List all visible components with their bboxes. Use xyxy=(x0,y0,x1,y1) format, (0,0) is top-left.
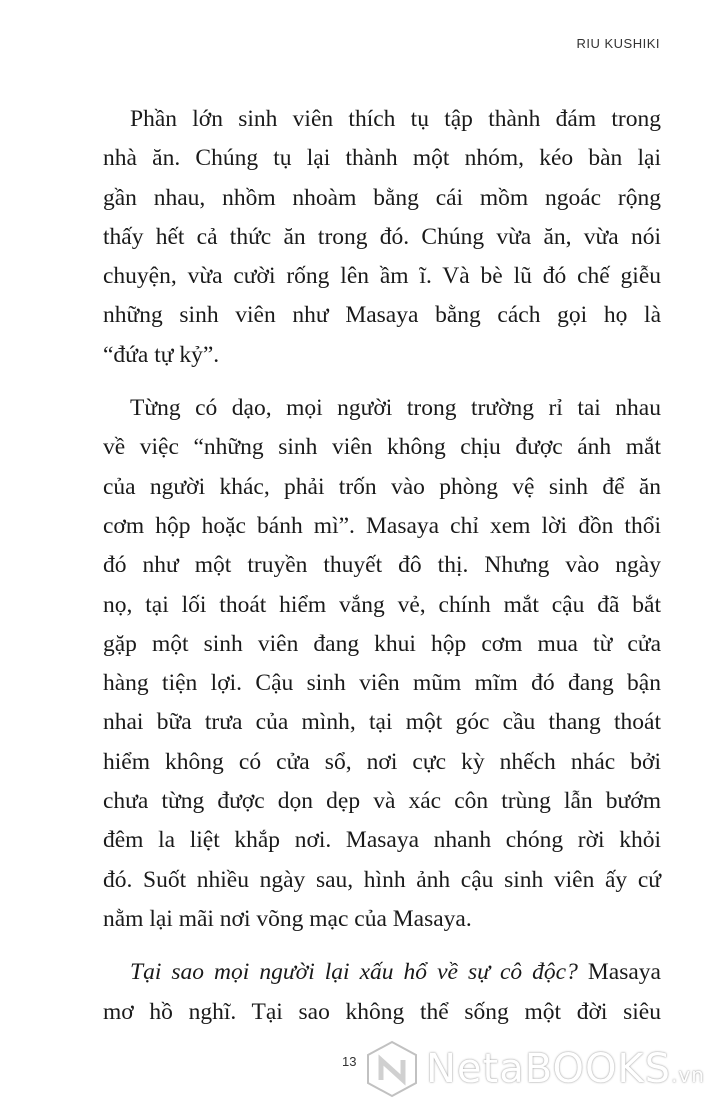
text-line: mơ hồ nghĩ. Tại sao không thể sống một đời siêu xyxy=(103,998,661,1025)
text-line: nằm lại mãi nơi võng mạc của Masaya. xyxy=(103,905,472,932)
text-line: nhai bữa trưa của mình, tại một góc cầu thang thoát xyxy=(103,709,661,736)
text-line: chưa từng được dọn dẹp và xác côn trùng lẫn bướm xyxy=(103,788,661,815)
paragraph-3 xyxy=(103,953,661,1032)
text-line: chuyện, vừa cười rống lên ầm ĩ. Và bè lũ đó chế giễu xyxy=(103,263,661,290)
text-line: về việc “những sinh viên không chịu được ánh mắt xyxy=(103,434,661,461)
text-line xyxy=(103,953,661,992)
text-line: thấy hết cả thức ăn trong đó. Chúng vừa ăn, vừa nói xyxy=(103,223,661,250)
text-line: cơm hộp hoặc bánh mì”. Masaya chỉ xem lời đồn thổi xyxy=(103,512,661,539)
netabooks-hexagon-icon xyxy=(366,1040,418,1098)
text-line: Phần lớn sinh viên thích tụ tập thành đám trong xyxy=(130,106,661,132)
text-line: Từng có dạo, mọi người trong trường rỉ tai nhau xyxy=(130,395,661,422)
text-line: hàng tiện lợi. Cậu sinh viên mũm mĩm đó đang bận xyxy=(103,670,661,697)
text-line: đó. Suốt nhiều ngày sau, hình ảnh cậu sinh viên ấy cứ xyxy=(103,866,661,893)
paragraph-1 xyxy=(103,100,661,375)
text-line: hiểm không có cửa sổ, nơi cực kỳ nhếch nhác bởi xyxy=(103,748,661,775)
paragraph-2 xyxy=(103,389,661,939)
italic-thought: Tại sao mọi người lại xấu hổ về sự cô độc? xyxy=(130,959,578,986)
watermark-suffix: .vn xyxy=(671,1063,705,1087)
body-text xyxy=(103,100,661,1046)
text-line: gặp một sinh viên đang khui hộp cơm mua từ cửa xyxy=(103,630,661,657)
text-span: Masaya xyxy=(577,959,661,986)
text-line: của người khác, phải trốn vào phòng vệ sinh để ăn xyxy=(103,473,661,500)
text-line: nọ, tại lối thoát hiểm vắng vẻ, chính mắt cậu đã bắt xyxy=(103,591,661,618)
text-line: đó như một truyền thuyết đô thị. Nhưng vào ngày xyxy=(103,552,661,579)
watermark-text xyxy=(426,1046,705,1092)
text-line: những sinh viên như Masaya bằng cách gọi họ là xyxy=(103,302,661,329)
text-line: nhà ăn. Chúng tụ lại thành một nhóm, kéo bàn lại xyxy=(103,145,661,172)
page-number: 13 xyxy=(342,1054,357,1069)
text-line: đêm la liệt khắp nơi. Masaya nhanh chóng rời khỏi xyxy=(103,827,661,854)
text-line: gần nhau, nhồm nhoàm bằng cái mồm ngoác rộng xyxy=(103,184,661,211)
text-line: “đứa tự kỷ”. xyxy=(103,341,220,368)
watermark-logo xyxy=(366,1040,705,1098)
running-header-author: RIU KUSHIKI xyxy=(576,36,660,51)
watermark-brand: NetaBOOKS xyxy=(426,1046,672,1092)
